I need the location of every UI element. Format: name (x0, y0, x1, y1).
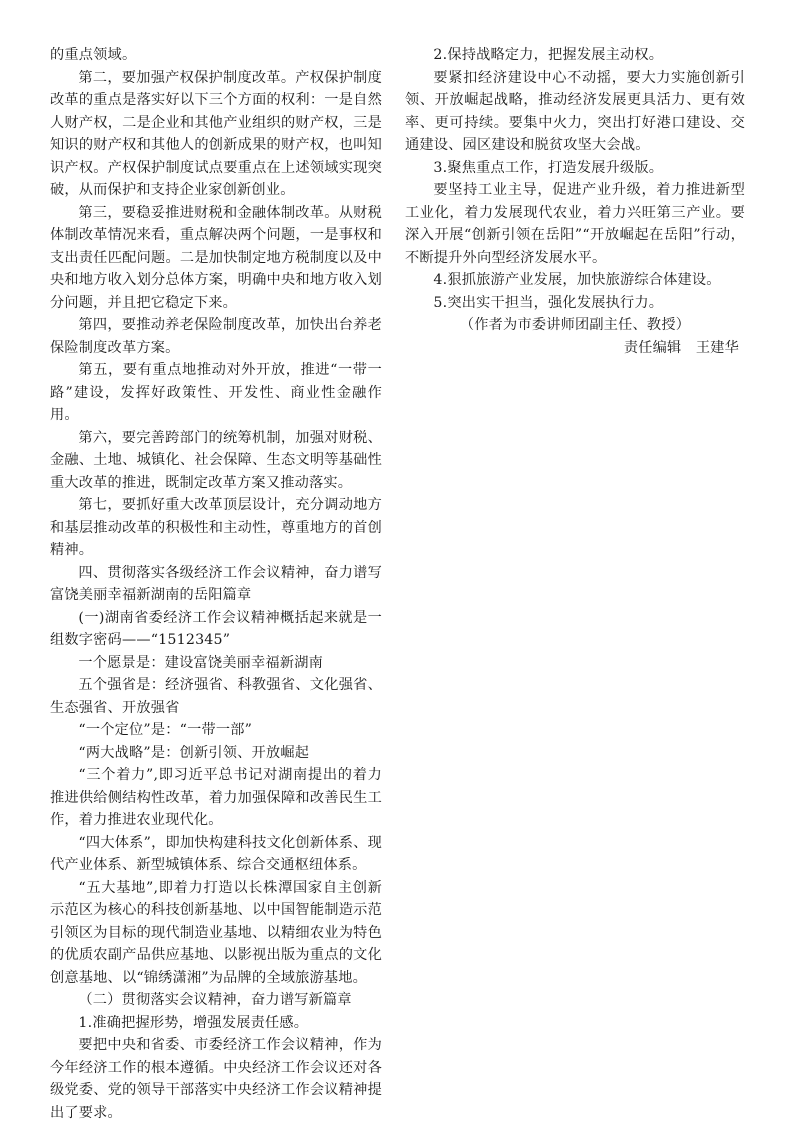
paragraph: 1.准确把握形势，增强发展责任感。 (78, 1014, 309, 1031)
paragraph: 要把中央和省委、市委经济工作会议精神，作为今年经济工作的根本遵循。中央经济工作会议还对各级党委、党的领导干部落实中央经济工作会议精神提出了要求。 (50, 1037, 382, 1121)
paragraph: 第六，要完善跨部门的统筹机制，加强对财税、金融、土地、城镇化、社会保障、生态文明等基础性重大改革的推进，既制定改革方案又推动落实。 (50, 429, 382, 491)
paragraph: “一个定位”是：“一带一部” (78, 722, 253, 738)
left-column (50, 44, 382, 1124)
right-column (405, 44, 745, 359)
author-note: （作者为市委讲师团副主任、教授） (459, 317, 691, 333)
paragraph: 2.保持战略定力，把握发展主动权。 (433, 47, 664, 63)
paragraph: 要坚持工业主导，促进产业升级，着力推进新型工业化，着力发展现代农业，着力兴旺第三产业。要深入开展“创新引领在岳阳”“开放崛起在岳阳”行动， 不断提升外向型经济发展水平。 (405, 182, 745, 266)
paragraph: 3.聚焦重点工作，打造发展升级版。 (433, 159, 664, 176)
paragraph: 4.狠抓旅游产业发展，加快旅游综合体建设。 (433, 272, 721, 288)
paragraph: 的重点领域。 (50, 47, 137, 63)
paragraph: （二）贯彻落实会议精神，奋力谱写新篇章 (78, 992, 352, 1008)
paragraph: “三个着力”,即习近平总书记对湖南提出的着力推进供给侧结构性改革，着力加强保障和改善民生工作，着力推进农业现代化。 (50, 767, 382, 828)
paragraph: 一个愿景是：建设富饶美丽幸福新湖南 (78, 654, 323, 671)
paragraph: 第四，要推动养老保险制度改革，加快出台养老保险制度改革方案。 (50, 317, 382, 356)
responsible-editor: 责任编辑 王建华 (623, 339, 739, 356)
paragraph: 第二，要加强产权保护制度改革。产权保护制度改革的重点是落实好以下三个方面的权利：一是自然人财产权，二是企业和其他产业组织的财产权，三是知识的财产权和其他人的创新成果的财产权，也叫知识产权。产权保护制度试点要重点在上述领域实现突破，从而保护和支持企业家创新创业。 (50, 69, 382, 198)
paragraph: “两大战略”是：创新引领、开放崛起 (78, 744, 310, 761)
paragraph: 五个强省是：经济强省、科教强省、文化强省、生态强省、开放强省 (50, 677, 382, 716)
paragraph: 第七，要抓好重大改革顶层设计，充分调动地方和基层推动改革的积极性和主动性，尊重地方的首创精神。 (50, 497, 382, 558)
paragraph: 要紧扣经济建设中心不动摇，要大力实施创新引领、开放崛起战略，推动经济发展更具活力、更有效率、更可持续。要集中火力，突出打好港口建设、交通建设、园区建设和脱贫攻坚大会战。 (405, 69, 745, 153)
paragraph: (一)湖南省委经济工作会议精神概括起来就是一组数字密码——“1512345” (50, 609, 382, 648)
paragraph: “四大体系”，即加快构建科技文化创新体系、现代产业体系、新型城镇体系、综合交通枢纽体系。 (50, 834, 382, 873)
paragraph: “五大基地”,即着力打造以长株潭国家自主创新示范区为核心的科技创新基地、以中国智能制造示范引领区为目标的现代制造业基地、以精细农业为特色的优质农副产品供应基地、以影视出版为重点的文化创意基地、以“锦绣潇湘”为品牌的全域旅游基地。 (50, 879, 382, 986)
paragraph: 第三，要稳妥推进财税和金融体制改革。从财税体制改革情况来看，重点解决两个问题，一是事权和支出责任匹配问题。二是加快制定地方税制度以及中央和地方收入划分总体方案，明确中央和地方收入划分问题，并且把它稳定下来。 (50, 204, 382, 311)
paragraph: 四、贯彻落实各级经济工作会议精神，奋力谱写富饶美丽幸福新湖南的岳阳篇章 (50, 564, 382, 603)
paragraph: 第五，要有重点地推动对外开放，推进“一带一路”建设，发挥好政策性、开发性、商业性金融作用。 (50, 362, 382, 423)
paragraph: 5.突出实干担当，强化发展执行力。 (433, 294, 664, 311)
